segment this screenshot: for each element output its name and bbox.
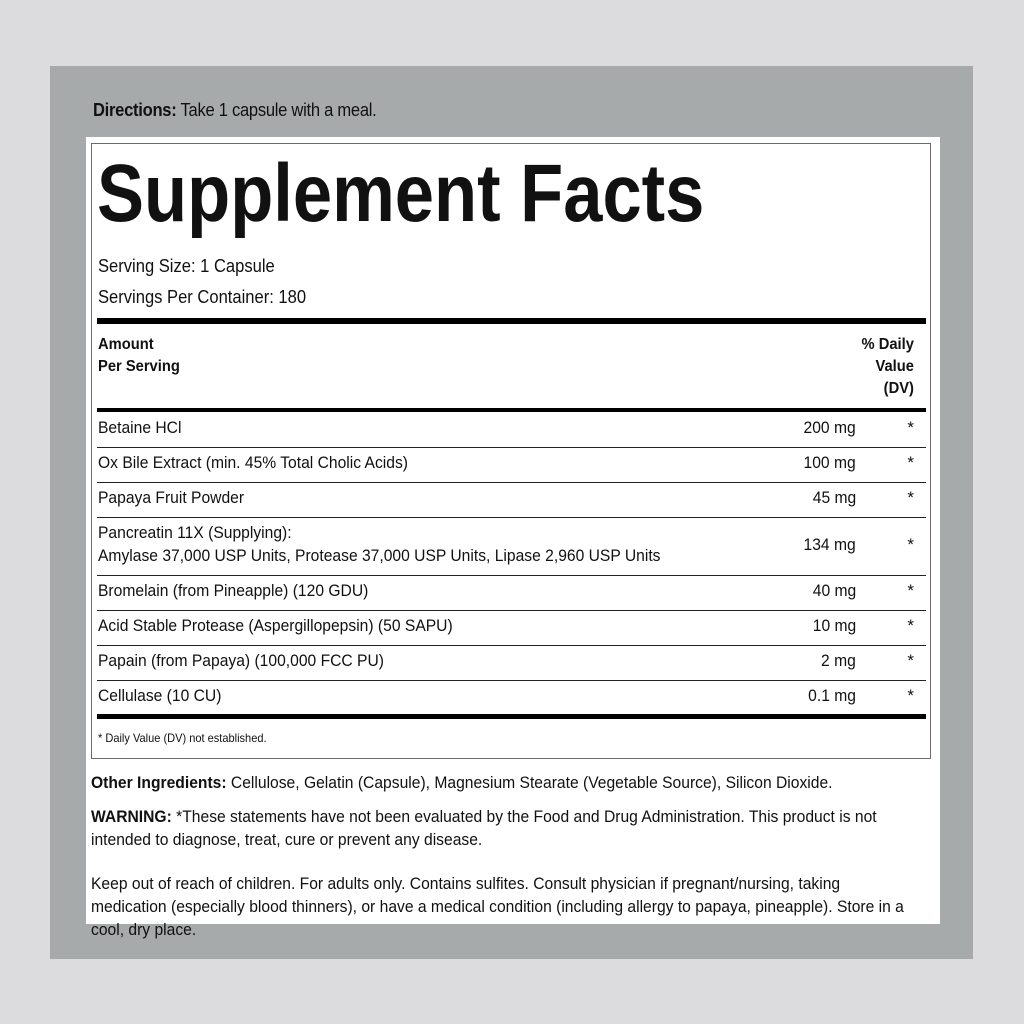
row-divider [97,482,926,483]
directions-line [93,98,376,122]
servings-per-container: Servings Per Container: 180 [98,287,307,307]
serving-size: Serving Size: 1 Capsule [98,256,275,276]
ingredient-name: Papain (from Papaya) (100,000 FCC PU) [98,651,384,670]
caution-statement: Keep out of reach of children. For adults only. Contains sulfites. Consult physician if pregnant/nursing, taking medication (especially blood thinners), or have a medical condition (including allergy to papaya, pineapple). Store in a cool, dry place. [91,874,904,939]
thick-rule-top [97,318,926,324]
ingredient-dv: * [907,453,914,472]
warning-label: WARNING: [91,807,172,826]
row-divider [97,610,926,611]
ingredient-dv: * [907,488,914,507]
row-divider [97,447,926,448]
facts-title: Supplement Facts [97,148,705,239]
ingredient-amount: 134 mg [803,535,856,554]
ingredient-dv: * [907,686,914,705]
ingredient-dv: * [907,581,914,600]
header-daily: % Daily [861,336,914,353]
other-ingredients [91,771,919,794]
row-divider [97,517,926,518]
daily-value-header [862,334,914,400]
row-divider [97,575,926,576]
ingredient-dv: * [907,418,914,437]
header-value: Value [875,358,914,375]
ingredient-name: Bromelain (from Pineapple) (120 GDU) [98,581,369,600]
ingredient-amount: 40 mg [812,581,856,600]
other-ingredients-label: Other Ingredients: [91,773,227,792]
warning-statement [91,805,919,851]
ingredient-name: Ox Bile Extract (min. 45% Total Cholic Acids) [98,453,409,472]
ingredient-name: Betaine HCl [98,418,182,437]
row-divider [97,680,926,681]
directions-label: Directions: [93,100,177,120]
ingredient-amount: 100 mg [803,453,856,472]
ingredient-amount: 2 mg [821,651,856,670]
header-amount: Amount [98,336,154,353]
ingredient-sub: Amylase 37,000 USP Units, Protease 37,000 USP Units, Lipase 2,960 USP Units [98,546,661,565]
ingredient-amount: 200 mg [803,418,856,437]
header-per-serving: Per Serving [98,358,180,375]
thick-rule-bottom [97,714,926,719]
ingredient-name: Papaya Fruit Powder [98,488,245,507]
ingredient-name: Acid Stable Protease (Aspergillopepsin) (50 SAPU) [98,616,453,635]
ingredient-dv: * [907,651,914,670]
ingredient-amount: 10 mg [812,616,856,635]
amount-per-serving-header [98,334,180,378]
ingredient-name: Pancreatin 11X (Supplying): [98,523,292,542]
daily-value-footnote: * Daily Value (DV) not established. [98,731,267,745]
ingredient-dv: * [907,535,914,554]
header-dv: (DV) [883,380,914,397]
ingredient-dv: * [907,616,914,635]
warning-text: *These statements have not been evaluated by the Food and Drug Administration. This product is not intended to diagnose, treat, cure or prevent any disease. [91,807,877,849]
ingredient-amount: 45 mg [812,488,856,507]
row-divider [97,645,926,646]
directions-text: Take 1 capsule with a meal. [180,100,377,120]
ingredient-name: Cellulase (10 CU) [98,686,222,705]
ingredient-amount: 0.1 mg [808,686,856,705]
other-ingredients-text: Cellulose, Gelatin (Capsule), Magnesium Stearate (Vegetable Source), Silicon Dioxide. [230,773,833,792]
thick-rule-header [97,408,926,412]
